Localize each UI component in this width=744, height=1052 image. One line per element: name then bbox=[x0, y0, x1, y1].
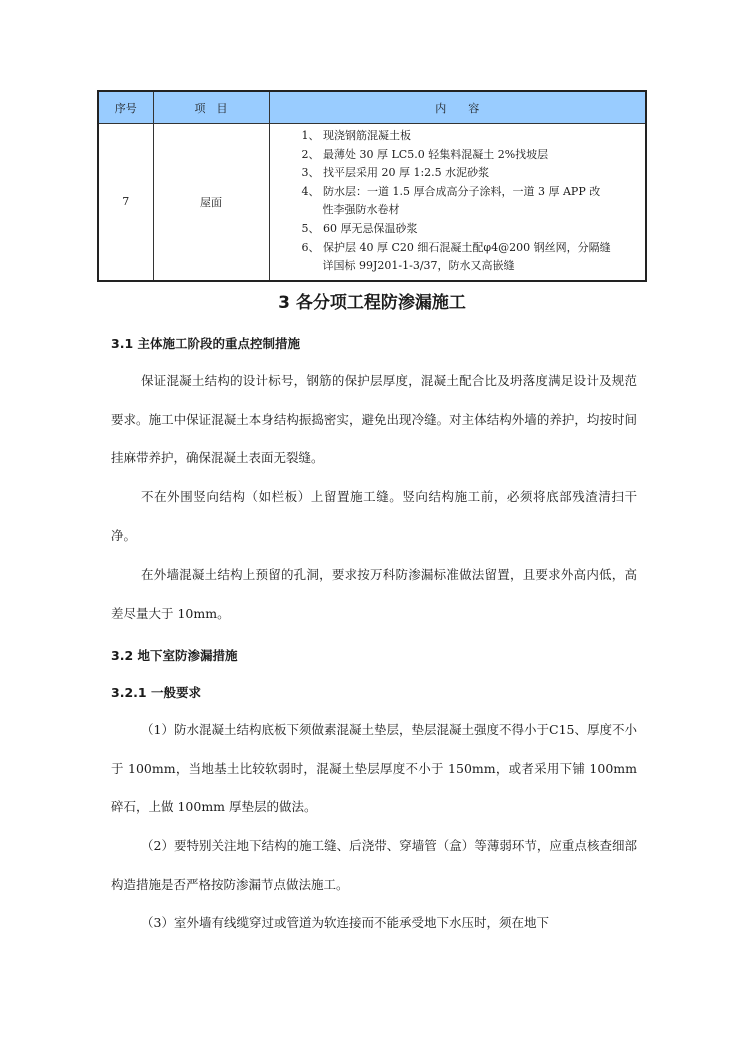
section-title: 3 各分项工程防渗漏施工 bbox=[278, 293, 466, 313]
header-content: 内 容 bbox=[269, 91, 646, 124]
content-line: 5、 60 厚无忌保温砂浆 bbox=[301, 221, 418, 235]
content-line: 性李强防水卷材 bbox=[322, 203, 400, 217]
table-row bbox=[98, 124, 646, 281]
heading-3-2-1: 3.2.1 一般要求 bbox=[111, 685, 201, 700]
heading-3-2: 3.2 地下室防渗漏措施 bbox=[111, 648, 238, 663]
paragraph-construction-joints: 不在外围竖向结构（如栏板）上留置施工缝。竖向结构施工前，必须将底部残渣清扫干净。 bbox=[111, 489, 637, 543]
paragraph-requirement-2: （2）要特别关注地下结构的施工缝、后浇带、穿墙管（盒）等薄弱环节，应重点核查细部构造措施是否严格按防渗漏节点做法施工。 bbox=[111, 838, 637, 892]
paragraph-concrete-quality: 保证混凝土结构的设计标号，钢筋的保护层厚度，混凝土配合比及坍落度满足设计及规范要求。施工中保证混凝土本身结构振捣密实，避免出现冷缝。对主体结构外墙的养护，均按时间挂麻带养护，确保混凝土表面无裂缝。 bbox=[111, 373, 637, 465]
cell-item: 屋面 bbox=[153, 124, 269, 281]
content-line: 详国标 99J201-1-3/37，防水又高嵌缝 bbox=[322, 259, 515, 273]
content-line: 6、 保护层 40 厚 C20 细石混凝土配φ4@200 钢丝网，分隔缝 bbox=[301, 240, 611, 254]
heading-3-1: 3.1 主体施工阶段的重点控制措施 bbox=[111, 336, 300, 351]
header-item: 项 目 bbox=[153, 91, 269, 124]
cell-serial-no: 7 bbox=[98, 124, 153, 281]
content-line: 2、 最薄处 30 厚 LC5.0 轻集料混凝土 2%找坡层 bbox=[301, 147, 549, 161]
content-line: 3、 找平层采用 20 厚 1:2.5 水泥砂浆 bbox=[301, 166, 490, 180]
content-line: 4、 防水层：一道 1.5 厚合成高分子涂料，一道 3 厚 APP 改 bbox=[301, 184, 601, 198]
paragraph-requirement-1: （1）防水混凝土结构底板下须做素混凝土垫层，垫层混凝土强度不得小于C15、厚度不小于 100mm，当地基土比较软弱时，混凝土垫层厚度不小于 150mm，或者采用下铺 100mm 碎石，上做 100mm 厚垫层的做法。 bbox=[111, 722, 637, 814]
header-serial-no: 序号 bbox=[98, 91, 153, 124]
content-line: 1、 现浇钢筋混凝土板 bbox=[301, 129, 411, 142]
paragraph-wall-openings: 在外墙混凝土结构上预留的孔洞，要求按万科防渗漏标准做法留置，且要求外高内低，高差尽量大于 10mm。 bbox=[111, 567, 637, 621]
paragraph-requirement-3: （3）室外墙有线缆穿过或管道为软连接而不能承受地下水压时，须在地下 bbox=[141, 915, 549, 930]
cell-content bbox=[269, 124, 646, 281]
table-header-row bbox=[98, 91, 646, 124]
roof-spec-table bbox=[97, 90, 647, 282]
